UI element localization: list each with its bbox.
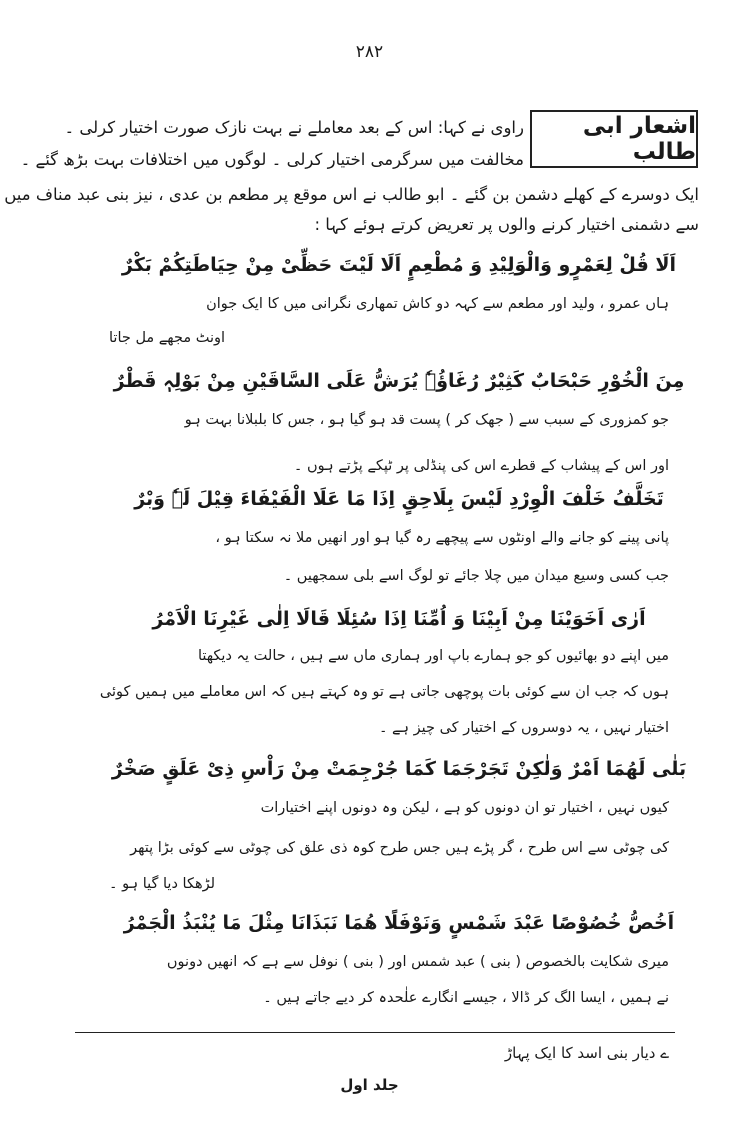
section-heading: اشعار ابی طالب [582,113,696,165]
verse-line: بَلٰی لَهُمَا اَمْرٌ وَلٰکِنْ تَجَرْجَمَا کَمَا جُرْجِمَتْ مِنْ رَاْسِ ذِیْ عَلَقٍ صَخْرٌ [111,758,687,780]
translation-line: اختیار نہیں ، یہ دوسروں کے اختیار کی چیز ہے ۔ [378,720,669,736]
translation-line: جب کسی وسیع میدان میں چلا جائے تو لوگ اسے بلی سمجھیں ۔ [283,568,669,584]
translation-line: میں اپنے دو بھائیوں کو جو ہمارے باپ اور ہماری ماں سے ہیں ، حالت یہ دیکھتا [197,648,669,664]
translation-line: پانی پینے کو جانے والے اونٹوں سے پیچھے رہ گیا ہو اور انھیں ملا نہ سکتا ہو ، [215,530,669,546]
translation-line: اور اس کے پیشاب کے قطرے اس کی پنڈلی پر ٹپکے پڑتے ہوں ۔ [293,458,669,474]
translation-line: ہاں عمرو ، ولید اور مطعم سے کہہ دو کاش تمھاری نگرانی میں کا ایک جوان [206,296,669,312]
translation-line: میری شکایت بالخصوص ( بنی ) عبد شمس اور ( بنی ) نوفل سے ہے کہ انھیں دونوں [166,954,669,970]
text-line: راوی نے کہا: اس کے بعد معاملے نے بہت نازک صورت اختیار کرلی ۔ [64,118,524,137]
translation-line: کی چوٹی سے اس طرح ، گر پڑے ہیں جس طرح کوہ ذی علق کی چوٹی سے کوئی بڑا پتھر [130,840,669,856]
text-line: ایک دوسرے کے کھلے دشمن بن گئے ۔ ابو طالب نے اس موقع پر مطعم بن عدی ، نیز بنی عبد مناف میں [4,185,699,204]
footnote: ے دیار بنی اسد کا ایک پہاڑ [504,1044,669,1062]
verse-line: تَخَلَّفُ خَلْفَ الْوِرْدِ لَیْسَ بِلَاحِقٍ اِذَا مَا عَلَا الْفَیْفَاءَ قِیْلَ لَہٗ وَبْرٌ [134,488,664,510]
translation-line: نے ہمیں ، ایسا الگ کر ڈالا ، جیسے انگارے علٰحدہ کر دیے جاتے ہیں ۔ [263,990,669,1006]
translation-line: کیوں نہیں ، اختیار تو ان دونوں کو ہے ، لیکن وہ دونوں اپنے اختیارات [260,800,669,816]
verse-line: اَرٰی اَخَوَیْنَا مِنْ اَبِیْنَا وَ اُمِّنَا اِذَا سُئِلَا قَالَا اِلٰی غَیْرِنَا الْاَمْرُ [152,608,646,630]
verse-line: اَلَا قُلْ لِعَمْرٍو وَالْوَلِیْدِ وَ مُطْعِمٍ اَلَا لَیْتَ حَظِّیْ مِنْ حِیَاطَتِکُمْ بَکْرٌ [121,254,677,276]
page-number: ۲۸۲ [355,42,384,62]
translation-line: ہوں کہ جب ان سے کوئی بات پوچھی جاتی ہے تو وہ کہتے ہیں کہ اس معاملے میں ہمیں کوئی [99,684,669,700]
volume-label: جلد اول [340,1076,399,1094]
footnote-divider [75,1032,675,1033]
translation-line: لڑھکا دیا گیا ہو ۔ [109,876,216,892]
verse-line: اَخُصُّ خُصُوْصًا عَبْدَ شَمْسٍ وَنَوْفَلًا هُمَا نَبَذَانَا مِثْلَ مَا یُنْبَذُ الْجَمْرُ [123,912,675,934]
text-line: سے دشمنی اختیار کرنے والوں پر تعریض کرتے ہوئے کہا : [314,215,699,234]
verse-line: مِنَ الْخُوْرِ حَبْحَابٌ کَثِیْرٌ رُغَاؤُہٗ یُرَشُّ عَلَی السَّاقَیْنِ مِنْ بَوْلِہٖ قَطْرٌ [113,370,685,392]
translation-line: جو کمزوری کے سبب سے ( جھک کر ) پست قد ہو گیا ہو ، جس کا بلبلانا بہت ہو [184,412,669,428]
section-heading-box [530,110,698,168]
text-line: مخالفت میں سرگرمی اختیار کرلی ۔ لوگوں میں اختلافات بہت بڑھ گئے ۔ [20,150,524,169]
translation-line: اونٹ مجھے مل جاتا [109,330,226,346]
